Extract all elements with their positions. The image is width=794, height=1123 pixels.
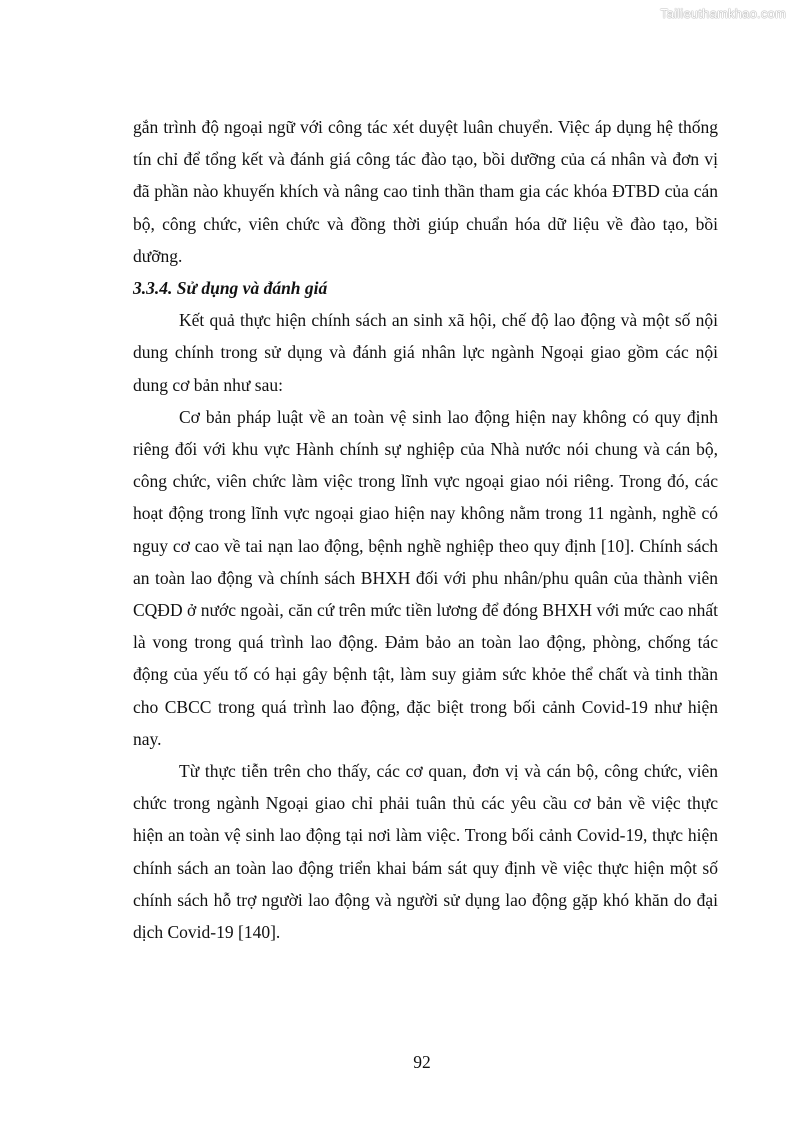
paragraph-1: gắn trình độ ngoại ngữ với công tác xét duyệt luân chuyển. Việc áp dụng hệ thống tín chỉ để tổng kết và đánh giá công tác đào tạo, bồi dưỡng của cá nhân và đơn vị đã phần nào khuyến khích và nâng cao tinh thần tham gia các khóa ĐTBD của cán bộ, công chức, viên chức và đồng thời giúp chuẩn hóa dữ liệu về đào tạo, bồi dưỡng. <box>133 117 718 266</box>
section-heading: 3.3.4. Sử dụng và đánh giá <box>133 278 328 299</box>
paragraph-4: Từ thực tiễn trên cho thấy, các cơ quan, đơn vị và cán bộ, công chức, viên chức trong ngành Ngoại giao chỉ phải tuân thủ các yêu cầu cơ bản về việc thực hiện an toàn vệ sinh lao động tại nơi làm việc. Trong bối cảnh Covid-19, thực hiện chính sách an toàn lao động triển khai bám sát quy định về việc thực hiện một số chính sách hỗ trợ người lao động và người sử dụng lao động gặp khó khăn do đại dịch Covid-19 [140]. <box>133 761 718 943</box>
paragraph-3: Cơ bản pháp luật về an toàn vệ sinh lao động hiện nay không có quy định riêng đối với khu vực Hành chính sự nghiệp của Nhà nước nói chung và cán bộ, công chức, viên chức làm việc trong lĩnh vực ngoại giao nói riêng. Trong đó, các hoạt động trong lĩnh vực ngoại giao hiện nay không nằm trong 11 ngành, nghề có nguy cơ cao về tai nạn lao động, bệnh nghề nghiệp theo quy định [10]. Chính sách an toàn lao động và chính sách BHXH đối với phu nhân/phu quân của thành viên CQĐD ở nước ngoài, căn cứ trên mức tiền lương để đóng BHXH với mức cao nhất là vong trong quá trình lao động. Đảm bảo an toàn lao động, phòng, chống tác động của yếu tố có hại gây bệnh tật, làm suy giảm sức khỏe thể chất và tinh thần cho CBCC trong quá trình lao động, đặc biệt trong bối cảnh Covid-19 như hiện nay. <box>133 406 718 749</box>
document-body <box>133 111 718 948</box>
watermark: Tailieuthamkhao.com <box>660 6 786 21</box>
page-number: 92 <box>413 1052 431 1072</box>
paragraph-2: Kết quả thực hiện chính sách an sinh xã hội, chế độ lao động và một số nội dung chính trong sử dụng và đánh giá nhân lực ngành Ngoại giao gồm các nội dung cơ bản như sau: <box>133 310 718 395</box>
